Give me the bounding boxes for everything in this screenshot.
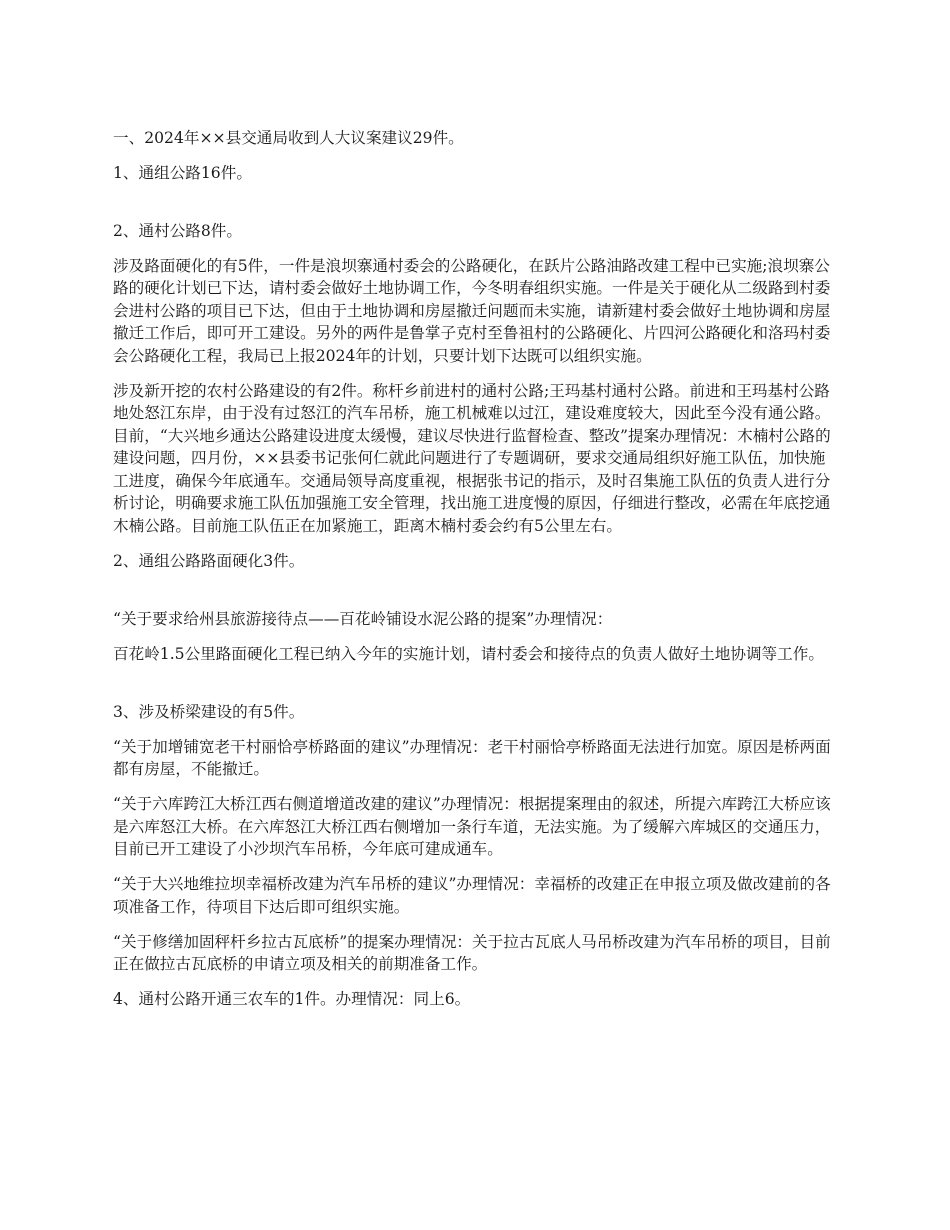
paragraph-bridge-1: “关于加增铺宽老干村丽恰亭桥路面的建议”办理情况：老干村丽恰亭桥路面无法进行加宽。原因是桥两面都有房屋，不能撤迁。 <box>113 737 831 778</box>
paragraph-baihualing-title: “关于要求给州县旅游接待点——百花岭铺设水泥公路的提案”办理情况： <box>113 609 613 628</box>
item-bridges: 3、涉及桥梁建设的有5件。 <box>113 702 305 721</box>
section-heading-1: 一、2024年××县交通局收到人大议案建议29件。 <box>113 129 464 147</box>
paragraph-hardening: 涉及路面硬化的有5件，一件是浪坝寨通村委会的公路硬化，在跃片公路油路改建工程中已实施;浪坝寨公路的硬化计划已下达，请村委会做好土地协调工作，今冬明春组织实施。一件是关于硬化从二级路到村委会进村公路的项目已下达，但由于土地协调和房屋撤迁问题而未实施，请新建村委会做好土地协调和房屋撤迁工作后，即可开工建设。另外的两件是鲁掌子克村至鲁祖村的公路硬化、片四河公路硬化和洛玛村委会公路硬化工程，我局已上报2024年的计划，只要计划下达既可以组织实施。 <box>113 256 831 365</box>
item-group-road: 1、通组公路16件。 <box>113 164 252 182</box>
paragraph-bridge-3: “关于大兴地维拉坝幸福桥改建为汽车吊桥的建议”办理情况：幸福桥的改建正在申报立项及做改建前的各项准备工作，待项目下达后即可组织实施。 <box>113 875 831 916</box>
item-farm-vehicle: 4、通村公路开通三农车的1件。办理情况：同上6。 <box>113 990 471 1008</box>
document-body <box>113 127 840 1011</box>
paragraph-baihualing-body: 百花岭1.5公里路面硬化工程已纳入今年的实施计划，请村委会和接待点的负责人做好土地协调等工作。 <box>113 644 824 663</box>
item-group-hardening: 2、通组公路路面硬化3件。 <box>113 551 305 570</box>
paragraph-bridge-2: “关于六库跨江大桥江西右侧道增道改建的建议”办理情况：根据提案理由的叙述，所提六库跨江大桥应该是六库怒江大桥。在六库怒江大桥江西右侧增加一条行车道，无法实施。为了缓解六库城区的交通压力，目前已开工建设了小沙坝汽车吊桥，今年底可建成通车。 <box>113 795 831 858</box>
paragraph-bridge-4: “关于修缮加固秤杆乡拉古瓦底桥”的提案办理情况：关于拉古瓦底人马吊桥改建为汽车吊桥的项目，目前正在做拉古瓦底桥的申请立项及相关的前期准备工作。 <box>113 932 831 973</box>
item-village-road: 2、通村公路8件。 <box>113 221 242 240</box>
paragraph-new-roads: 涉及新开挖的农村公路建设的有2件。称杆乡前进村的通村公路;王玛基村通村公路。前进和王玛基村公路地处怒江东岸，由于没有过怒江的汽车吊桥，施工机械难以过江，建设难度较大，因此至今没有通公路。目前，“大兴地乡通达公路建设进度太缓慢，建议尽快进行监督检查、整改”提案办理情况：木楠村公路的建设问题，四月份，××县委书记张何仁就此问题进行了专题调研，要求交通局组织好施工队伍，加快施工进度，确保今年底通车。交通局领导高度重视，根据张书记的指示，及时召集施工队伍的负责人进行分析讨论，明确要求施工队伍加强施工安全管理，找出施工进度慢的原因，仔细进行整改，必需在年底挖通木楠公路。目前施工队伍正在加紧施工，距离木楠村委会约有5公里左右。 <box>113 381 831 535</box>
